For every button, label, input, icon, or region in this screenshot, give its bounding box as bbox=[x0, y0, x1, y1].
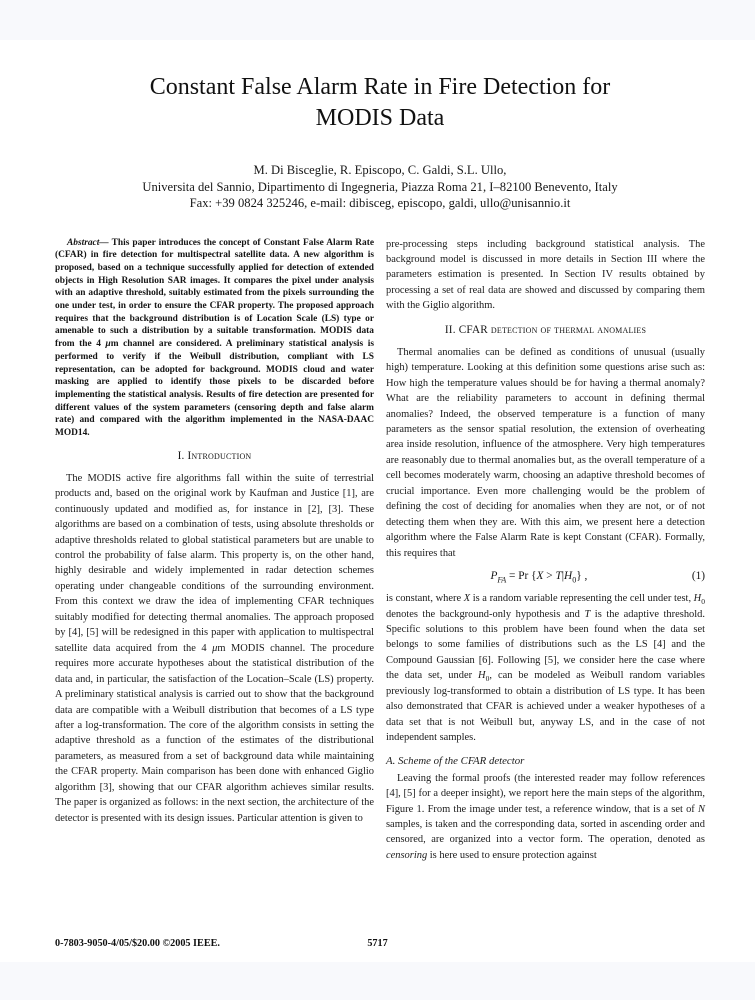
equation-1 bbox=[386, 570, 705, 585]
section2-paragraph-1: Thermal anomalies can be defined as conditions of unusual (usually high) temperature. Looking at this definition some questions arise such as: How high the temperature values should be for having a thermal anomaly? What are the reliability parameters to account in defining thermal anomalies? Indeed, the observed temperature is a function of many parameters as the sensor spatial resolution, the extension of overheating area inside resolution, influence of the atmosphere. Very high temperatures are reasonably due to thermal anomalies but, as the overall temperature of a cell becomes moderately warm, choosing an adaptive threshold becomes of crucial importance. Even more challenging would be the problem of defining the cost of deciding for anomalies when they are not, or of not detecting them when they are. With this aim, we present here a detection algorithm where the False Alarm Rate is kept Constant (CFAR). Formally, this requires that bbox=[386, 346, 705, 559]
left-column bbox=[55, 237, 374, 864]
section2-paragraph-2: is constant, where X is a random variable representing the cell under test, $H_0$ denotes the background-only hypothesis and T is the adaptive threshold. Specific solutions to this problem have been found when the data set belongs to some families of distributions such as the LS [4] and the Compound Gaussian [6]. Following [5], we consider here the case where the data set, under $H_0$, can be modeled as Weibull random variables previously log-transformed to obtain a distribution of LS type. It has been also demonstrated that CFAR is achieved under a weaker hypotheses of a data set that is not Weibull but, anyway LS, and in the case of not independent samples. bbox=[386, 593, 705, 744]
authors: M. Di Bisceglie, R. Episcopo, C. Galdi, S.L. Ullo, bbox=[253, 163, 507, 177]
paper-title-line-1: Constant False Alarm Rate in Fire Detection for bbox=[149, 74, 611, 100]
abstract-paragraph: Abstract— This paper introduces the concept of Constant False Alarm Rate (CFAR) in fire detection for multispectral satellite data. A new algorithm is proposed, based on a technique successfully applied for detection of extended objects in High Resolution SAR images. It compares the pixel under analysis with an adaptive threshold, suitably estimated from the pixels surrounding the one under test, in order to ensure the CFAR property. The proposed approach requires that the background distribution is of Location Scale (LS) type or amenable to such a distribution by a suitable transformation. MODIS data from the 4 μm channel are considered. A preliminary statistical analysis is performed to verify if the Weibull distribution, compliant with LS representation, can be adopted for background. MODIS cloud and water masking are applied to identify those pixels to be discarded before implementing the statistical analysis. Results of fire detection are presented for different values of the system parameters (censoring depth and false alarm rate) and compared with the algorithm implemented in the NASA-DAAC MOD14. bbox=[55, 237, 374, 439]
paper-title bbox=[65, 72, 695, 134]
equation-1-number: (1) bbox=[691, 570, 705, 583]
section1-continuation-paragraph: pre-processing steps including background statistical analysis. The background model is discussed in more details in Section III where the parameters estimation is presented. In Section IV results obtained by processing a set of real data are showed and discussed by comparing them with the Giglio algorithm. bbox=[386, 238, 705, 312]
paper-content bbox=[0, 40, 755, 863]
paper-page bbox=[0, 40, 755, 962]
two-column-body bbox=[55, 237, 705, 864]
right-column bbox=[386, 237, 705, 864]
contact-line: Fax: +39 0824 325246, e-mail: dibisceg, episcopo, galdi, ullo@unisannio.it bbox=[189, 196, 571, 210]
subsection-heading-scheme: A. Scheme of the CFAR detector bbox=[386, 754, 525, 767]
copyright-notice: 0-7803-9050-4/05/$20.00 ©2005 IEEE. bbox=[55, 938, 220, 949]
subsection-a-paragraph: Leaving the formal proofs (the interested reader may follow references [4], [5] for a deeper insight), we report here the main steps of the algorithm, Figure 1. From the image under test, a reference window, that is a set of N samples, is taken and the corresponding data, sorted in ascending order and censored, are organized into a vector form. The operation, denoted as censoring is here used to ensure protection against bbox=[386, 772, 705, 861]
section-heading-cfar-detection: II. CFAR detection of thermal anomalies bbox=[444, 323, 647, 336]
affiliation: Universita del Sannio, Dipartimento di Ingegneria, Piazza Roma 21, I–82100 Benevento, Italy bbox=[142, 179, 618, 194]
equation-1-body: $P_{FA} = Pr$ $\{X > T|H_0\}$ , bbox=[490, 570, 588, 585]
page-number: 5717 bbox=[367, 938, 388, 949]
introduction-paragraph: The MODIS active fire algorithms fall within the suite of terrestrial products and, based on the original work by Kaufman and Justice [1], are continuously updated and modified as, for instance in [2], [3]. These algorithms are based on a combination of tests, using absolute thresholds or adaptive thresholds related to global statistical parameters but are unable to control the probability of false alarm. This property is, on the other hand, highly desirable and widely implemented in radar detection schemes operating under changeable conditions of the surrounding environment. From this context we draw the idea of implementing CFAR techniques suitably modified for detecting thermal anomalies. The approach proposed by [4], [5] will be redesigned in this paper with application to multispectral satellite data acquired from the 4 μm MODIS channel. The procedure requires more accurate hypotheses about the statistical distribution of the data and, in particular, the satisfaction of the Location–Scale (LS) property. A preliminary statistical analysis is carried out to show that the background data are compatible with a Weibull distribution that becomes of a LS type after a log-transformation. The core of the algorithm consists in setting the adaptive threshold as a function of the estimates of the distributional parameters, as measured from a set of background data while maintaining the CFAR property. Main comparison has been done with enhanced Giglio algorithm [3], showing that our CFAR algorithm achieves similar results. The paper is organized as follows: in the next section, the architecture of the detector is presented with its design issues. Particular attention is given to bbox=[55, 472, 374, 824]
section-heading-introduction: I. Introduction bbox=[177, 449, 252, 462]
byline bbox=[55, 162, 705, 212]
paper-title-line-2: MODIS Data bbox=[315, 105, 445, 131]
page-footer bbox=[0, 938, 755, 954]
